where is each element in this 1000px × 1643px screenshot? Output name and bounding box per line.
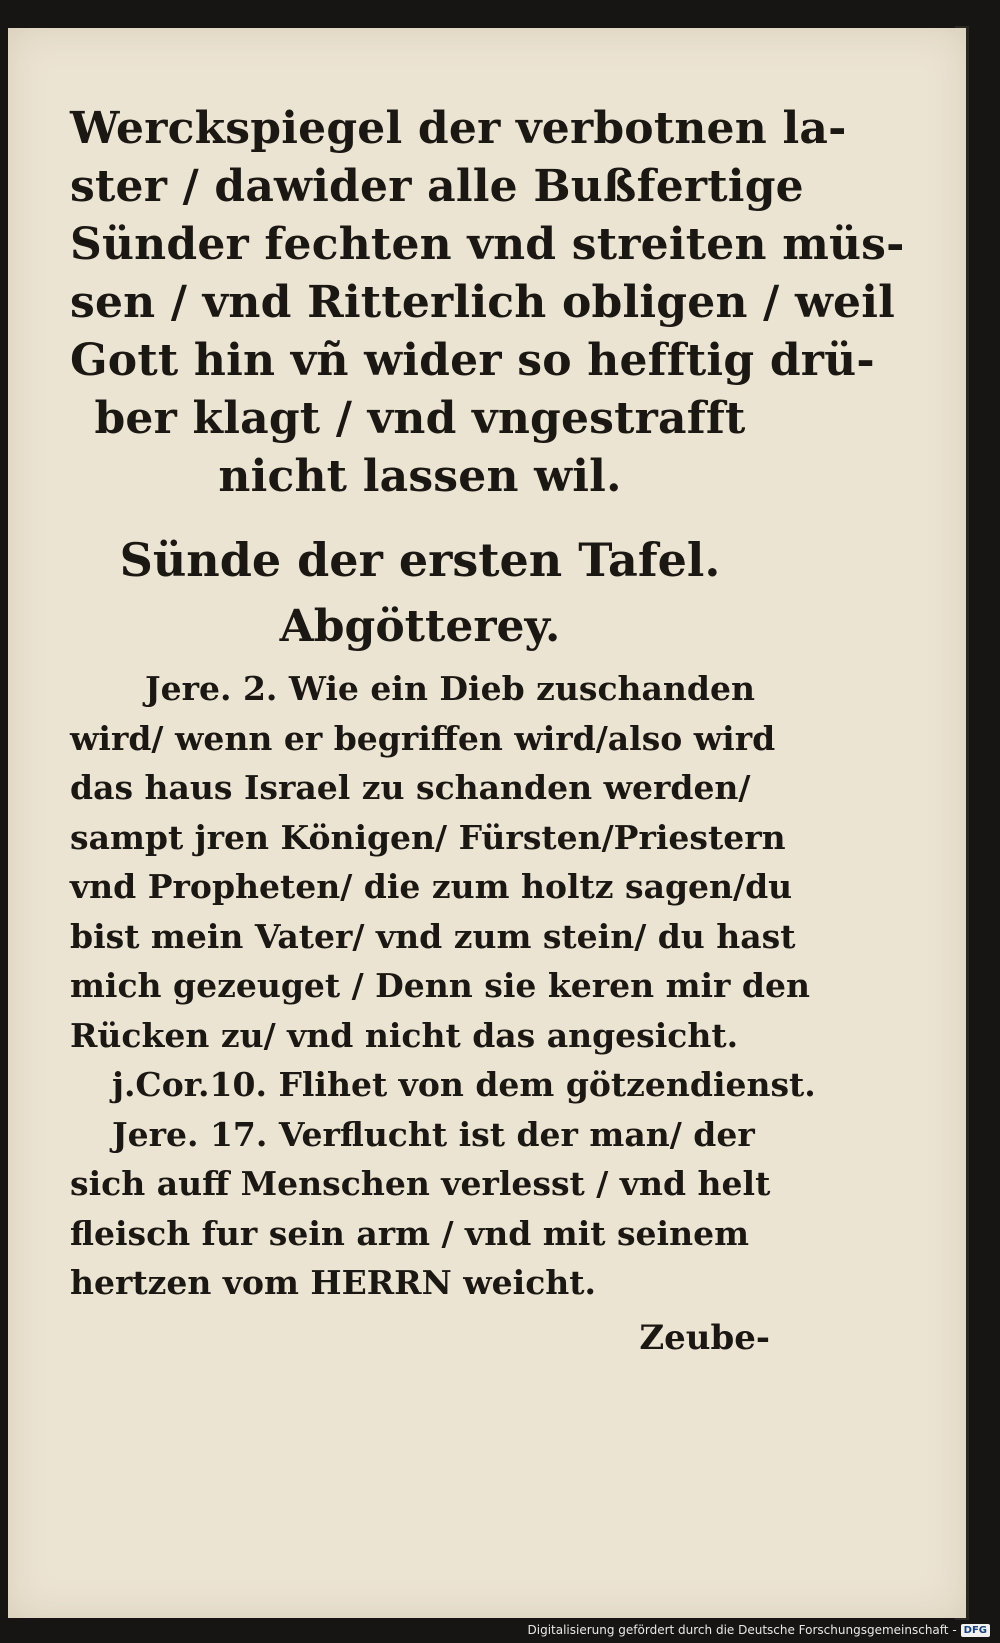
text-line: j.Cor.10. Flihet von dem götzendienst.	[112, 1065, 816, 1104]
heading-line: Werckspiegel der verbotnen la-	[70, 103, 847, 154]
digitization-credit	[528, 1623, 991, 1637]
text-line: hertzen vom HERRN weicht.	[70, 1263, 597, 1302]
text-line: Rücken zu/ vnd nicht das angesicht.	[70, 1015, 739, 1055]
heading-line: ber klagt / vnd vngestrafft	[94, 393, 746, 444]
heading-line: Gott hin vñ wider so hefftig drü-	[70, 335, 875, 386]
subsection-title: Abgötterey.	[279, 601, 561, 652]
heading-line: ster / dawider alle Bußfertige	[70, 161, 804, 212]
text-line: sampt jren Königen/ Fürsten/Priestern	[70, 817, 786, 857]
book-page	[8, 28, 966, 1618]
text-line: das haus Israel zu schanden werden/	[70, 768, 751, 807]
paragraph-jeremiah-17	[70, 1110, 770, 1308]
catchword: Zeube-	[639, 1317, 770, 1358]
text-line: fleisch fur sein arm / vnd mit seinem	[70, 1213, 749, 1253]
text-line: Jere. 17. Verflucht ist der man/ der	[112, 1114, 755, 1154]
heading-line: sen / vnd Ritterlich obligen / weil	[70, 277, 896, 328]
text-line: vnd Propheten/ die zum holtz sagen/du	[70, 867, 793, 906]
text-line: bist mein Vater/ vnd zum stein/ du hast	[70, 916, 796, 956]
page-heading	[70, 100, 905, 506]
text-line: Jere. 2. Wie ein Dieb zuschanden	[145, 669, 755, 708]
heading-line: Sünder fechten vnd streiten müs-	[70, 219, 905, 270]
page-content	[70, 100, 905, 1358]
text-line: wird/ wenn er begriffen wird/also wird	[70, 718, 776, 758]
credit-text: Digitalisierung gefördert durch die Deutsche Forschungsgemeinschaft -	[527, 1623, 957, 1637]
section-title: Sünde der ersten Tafel.	[119, 533, 721, 587]
heading-line: nicht lassen wil.	[218, 451, 622, 502]
paragraph-corinthians-10	[70, 1060, 816, 1110]
dfg-logo-icon: DFG	[961, 1624, 990, 1637]
text-line: sich auff Menschen verlesst / vnd helt	[70, 1164, 771, 1203]
text-line: mich gezeuget / Denn sie keren mir den	[70, 966, 810, 1005]
paragraph-jeremiah-2	[70, 664, 810, 1060]
